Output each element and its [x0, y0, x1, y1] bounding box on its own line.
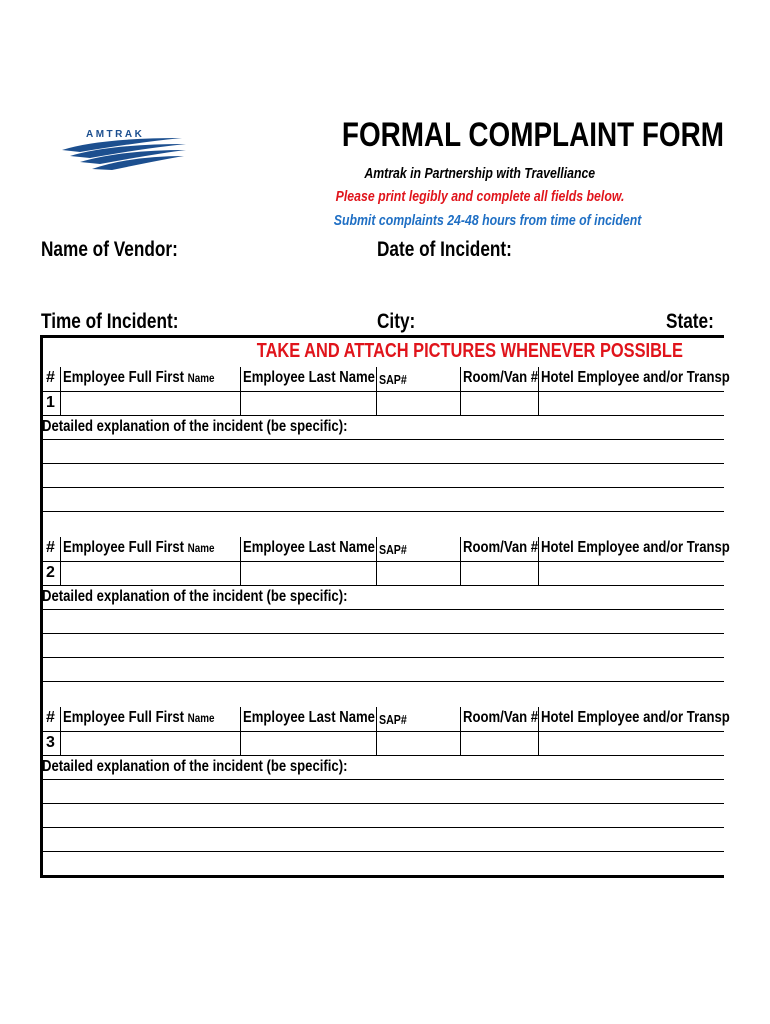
incident-time-field[interactable]: Time of Incident:	[41, 310, 179, 333]
table-row	[40, 561, 724, 586]
table-row	[40, 731, 724, 756]
column-header-hotel-employee: Hotel Employee and/or Transp	[541, 709, 730, 726]
entry-number: 3	[46, 734, 55, 751]
column-header-number: #	[46, 539, 55, 556]
explanation-label: Detailed explanation of the incident (be specific):	[42, 418, 348, 435]
column-header-last-name: Employee Last Name	[243, 369, 375, 386]
explanation-line[interactable]	[40, 439, 724, 440]
partnership-subtitle: Amtrak in Partnership with Travelliance	[364, 165, 596, 182]
column-header-sap: SAP#	[379, 712, 407, 727]
explanation-line[interactable]	[40, 609, 724, 610]
logo-wordmark: AMTRAK	[86, 129, 145, 140]
entry-number: 1	[46, 394, 55, 411]
amtrak-logo	[60, 126, 188, 172]
state-field[interactable]: State:	[666, 310, 714, 333]
explanation-line[interactable]	[40, 511, 724, 512]
column-header-last-name: Employee Last Name	[243, 539, 375, 556]
city-field[interactable]: City:	[377, 310, 416, 333]
column-header-number: #	[46, 709, 55, 726]
column-header-last-name: Employee Last Name	[243, 709, 375, 726]
column-header-first-name: Employee Full First Name	[63, 539, 215, 556]
column-header-first-name: Employee Full First Name	[63, 369, 215, 386]
column-header-room: Room/Van #	[463, 709, 539, 726]
table-row	[40, 391, 724, 416]
form-title: FORMAL COMPLAINT FORM	[341, 116, 724, 154]
explanation-line[interactable]	[40, 681, 724, 682]
explanation-label: Detailed explanation of the incident (be specific):	[42, 588, 348, 605]
employee-entry-3	[40, 707, 730, 877]
column-header-room: Room/Van #	[463, 539, 539, 556]
explanation-line[interactable]	[40, 487, 724, 488]
column-header-hotel-employee: Hotel Employee and/or Transp	[541, 369, 730, 386]
employee-entry-2	[40, 537, 730, 707]
explanation-line[interactable]	[40, 803, 724, 804]
column-header-sap: SAP#	[379, 372, 407, 387]
explanation-line[interactable]	[40, 657, 724, 658]
explanation-line[interactable]	[40, 779, 724, 780]
explanation-line[interactable]	[40, 463, 724, 464]
column-header-first-name: Employee Full First Name	[63, 709, 215, 726]
print-instruction: Please print legibly and complete all fields below.	[335, 188, 625, 205]
photo-note: TAKE AND ATTACH PICTURES WHENEVER POSSIBLE	[256, 340, 684, 362]
column-header-number: #	[46, 369, 55, 386]
explanation-line[interactable]	[40, 851, 724, 852]
employee-entry-1	[40, 367, 730, 537]
column-header-room: Room/Van #	[463, 369, 539, 386]
column-header-hotel-employee: Hotel Employee and/or Transp	[541, 539, 730, 556]
explanation-line[interactable]	[40, 633, 724, 634]
incident-date-field[interactable]: Date of Incident:	[377, 238, 512, 261]
explanation-label: Detailed explanation of the incident (be specific):	[42, 758, 348, 775]
entry-number: 2	[46, 564, 55, 581]
submit-note: Submit complaints 24-48 hours from time of incident	[333, 212, 642, 229]
explanation-line[interactable]	[40, 827, 724, 828]
column-header-sap: SAP#	[379, 542, 407, 557]
vendor-name-field[interactable]: Name of Vendor:	[41, 238, 178, 261]
